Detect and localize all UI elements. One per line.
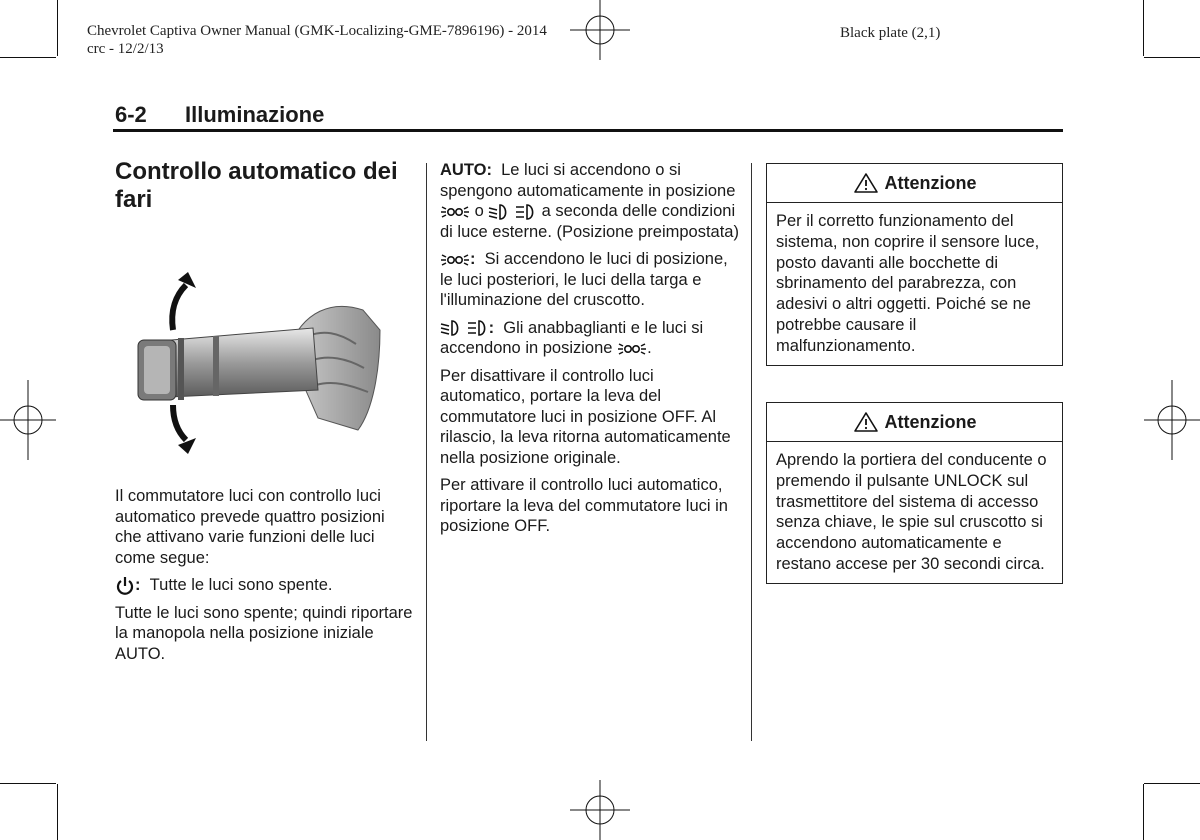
registration-mark-top <box>560 0 640 60</box>
column-divider <box>426 163 427 741</box>
intro-paragraph: Il commutatore luci con controllo luci automatico prevede quattro posizioni che attivano varie funzioni delle luci come segue: <box>115 487 385 567</box>
auto-label: AUTO: <box>440 161 492 179</box>
section-rule <box>113 129 1063 132</box>
warning-heading <box>767 403 1062 442</box>
crop-mark <box>1143 784 1144 840</box>
off-position-item <box>115 575 415 596</box>
column-1 <box>115 486 415 671</box>
warning-heading-text: Attenzione <box>884 172 977 193</box>
parking-text: Si accendono le luci di posizione, le luci posteriori, le luci della targa e l'illuminazione del cruscotto. <box>440 250 728 309</box>
crop-mark <box>0 783 56 784</box>
registration-mark-right <box>1140 380 1200 460</box>
crop-mark <box>57 0 58 56</box>
headlamp-icon <box>515 203 537 221</box>
manual-date-line: crc - 12/2/13 <box>87 41 164 57</box>
crop-mark <box>1144 57 1200 58</box>
warning-triangle-icon <box>853 411 879 433</box>
column-2 <box>440 160 740 544</box>
lowbeam-end: . <box>647 339 652 357</box>
disable-paragraph: Per disattivare il controllo luci automatico, portare la leva del commutatore luci in posizione OFF. Al rilascio, la leva ritorna automaticamente nella posizione originale. <box>440 366 731 467</box>
column-divider <box>751 163 752 741</box>
warning-heading-text: Attenzione <box>884 411 977 432</box>
return-note-paragraph: Tutte le luci sono spente; quindi riportare la manopola nella posizione iniziale AUTO. <box>115 603 413 663</box>
crop-mark <box>1143 0 1144 56</box>
parking-label: : <box>470 250 476 268</box>
chapter-title: Illuminazione <box>185 102 325 127</box>
enable-paragraph: Per attivare il controllo luci automatico, riportare la leva del commutatore luci in posizione OFF. <box>440 476 728 535</box>
parking-lamp-icon <box>440 203 470 221</box>
low-beam-icon <box>488 203 510 221</box>
warning-box <box>766 163 1063 366</box>
headlamp-icon <box>467 319 489 337</box>
lowbeam-text: Gli anabbaglianti e le luci si accendono in posizione <box>440 318 704 357</box>
headlamp-switch-illustration <box>118 240 418 475</box>
auto-text-a: Le luci si accendono o si spengono automaticamente in posizione <box>440 161 736 200</box>
crop-mark <box>1144 783 1200 784</box>
registration-mark-left <box>0 380 60 460</box>
low-beam-icon <box>440 319 462 337</box>
crop-mark <box>57 784 58 840</box>
warning-triangle-icon <box>853 172 879 194</box>
warning-heading <box>767 164 1062 203</box>
lowbeam-label: : <box>488 318 495 337</box>
page-title: Controllo automatico dei fari <box>115 158 398 213</box>
parking-paragraph <box>440 249 740 311</box>
plate-label: Black plate (2,1) <box>840 25 941 41</box>
registration-mark-bottom <box>560 780 640 840</box>
page-number: 6-2 <box>115 102 147 127</box>
off-text: Tutte le luci sono spente. <box>149 576 333 594</box>
auto-paragraph <box>440 160 740 242</box>
crop-mark <box>0 57 56 58</box>
warning-box <box>766 402 1063 584</box>
auto-or: o <box>474 202 484 220</box>
parking-lamp-icon <box>440 251 470 269</box>
manual-header-line: Chevrolet Captiva Owner Manual (GMK-Localizing-GME-7896196) - 2014 <box>87 23 547 39</box>
lowbeam-paragraph <box>440 318 740 359</box>
power-icon <box>115 576 135 596</box>
warning-text: Per il corretto funzionamento del sistema, non coprire il sensore luce, posto davanti alle bocchette di sbrinamento del parabrezza, con adesivi o altri oggetti. Poiché se ne potrebbe causare il malfunzionamento. <box>776 212 1040 355</box>
parking-lamp-icon <box>617 340 647 358</box>
auto-text-b: a seconda delle condizioni di luce esterne. (Posizione preimpostata) <box>440 202 739 241</box>
off-label: : <box>135 576 141 594</box>
warning-text: Aprendo la portiera del conducente o premendo il pulsante UNLOCK sul trasmettitore del sistema di accesso senza chiave, le spie sul cruscotto si accendono automaticamente e restano accese per 30 secondi circa. <box>776 451 1047 573</box>
